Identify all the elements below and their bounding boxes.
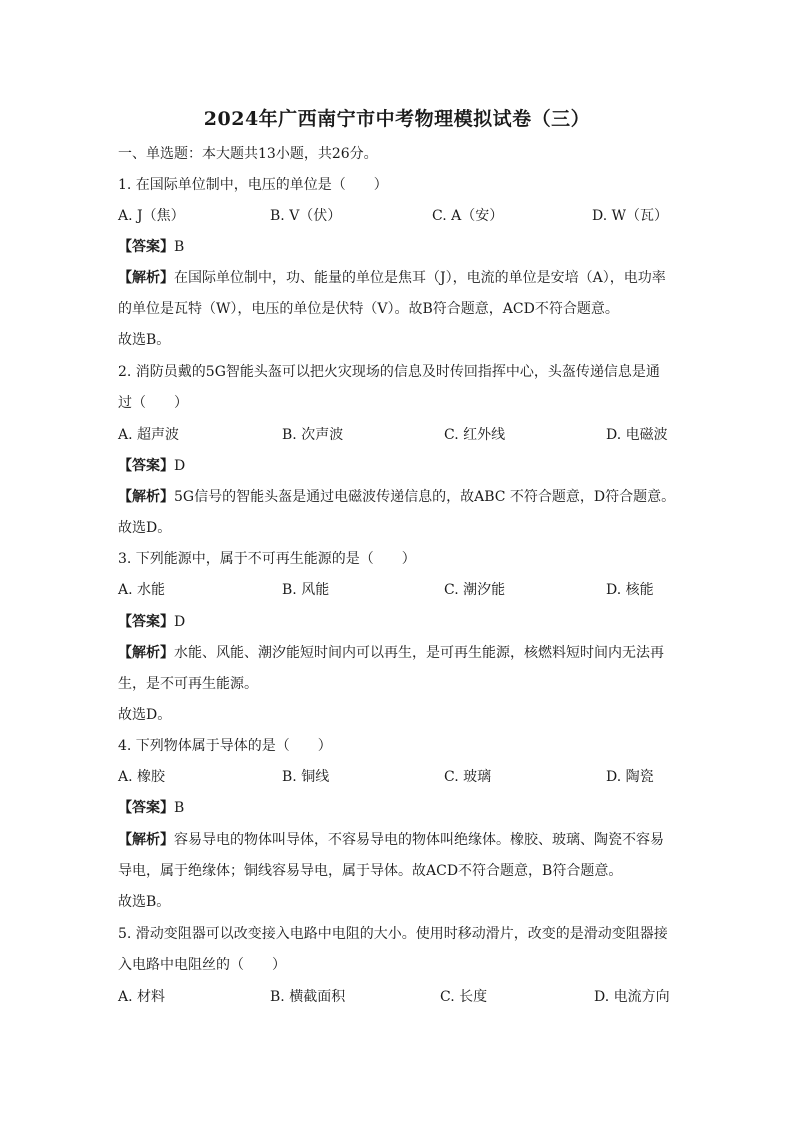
question-2-option-d: D. 电磁波: [606, 427, 668, 443]
question-4-option-c: C. 玻璃: [444, 769, 492, 785]
question-5-stem-line-2: 入电路中电阻丝的（ ）: [118, 957, 286, 973]
answer-value: B: [174, 800, 185, 816]
question-2-stem-line-1: 2. 消防员戴的5G智能头盔可以把火灾现场的信息及时传回指挥中心，头盔传递信息是通: [118, 364, 660, 380]
question-2-option-c: C. 红外线: [444, 427, 506, 443]
analysis-label: 【解析】: [118, 270, 174, 286]
analysis-label: 【解析】: [118, 832, 174, 848]
question-5-option-b: B. 横截面积: [270, 989, 346, 1005]
question-2-option-a: A. 超声波: [118, 427, 180, 443]
answer-value: D: [174, 614, 186, 630]
question-5-stem-line-1: 5. 滑动变阻器可以改变接入电路中电阻的大小。使用时移动滑片，改变的是滑动变阻器接: [118, 926, 668, 942]
question-4-option-b: B. 铜线: [282, 769, 330, 785]
question-4-option-a: A. 橡胶: [118, 769, 166, 785]
analysis-text: 水能、风能、潮汐能短时间内可以再生，是可再生能源，核燃料短时间内无法再: [174, 645, 664, 661]
question-5-option-d: D. 电流方向: [594, 989, 670, 1005]
question-3-analysis-line-1: [118, 643, 664, 663]
question-1-option-c: C. A（安）: [432, 208, 504, 224]
question-3-option-c: C. 潮汐能: [444, 582, 506, 598]
analysis-label: 【解析】: [118, 645, 174, 661]
page-title: 2024年广西南宁市中考物理模拟试卷（三）: [203, 108, 591, 130]
question-1-analysis-line-2: 的单位是瓦特（W），电压的单位是伏特（V）。故B符合题意，ACD不符合题意。: [118, 301, 619, 317]
question-1-stem: 1. 在国际单位制中，电压的单位是（ ）: [118, 177, 388, 193]
analysis-text: 容易导电的物体叫导体，不容易导电的物体叫绝缘体。橡胶、玻璃、陶瓷不容易: [174, 832, 664, 848]
question-4-analysis-line-1: [118, 830, 664, 850]
question-1-analysis-line-1: [118, 268, 666, 288]
question-5-option-a: A. 材料: [118, 989, 166, 1005]
answer-label: 【答案】: [118, 614, 174, 630]
question-4-answer: [118, 798, 184, 818]
question-3-answer: [118, 612, 185, 632]
question-1-answer: [118, 237, 184, 257]
question-1-conclusion: 故选B。: [118, 332, 171, 348]
question-1-option-a: A. J（焦）: [118, 208, 185, 224]
question-4-stem: 4. 下列物体属于导体的是（ ）: [118, 738, 332, 754]
question-4-analysis-line-2: 导电，属于绝缘体；铜线容易导电，属于导体。故ACD不符合题意，B符合题意。: [118, 863, 623, 879]
answer-label: 【答案】: [118, 800, 174, 816]
answer-label: 【答案】: [118, 239, 174, 255]
question-4-option-d: D. 陶瓷: [606, 769, 654, 785]
question-3-option-d: D. 核能: [606, 582, 654, 598]
question-5-option-c: C. 长度: [440, 989, 488, 1005]
question-3-conclusion: 故选D。: [118, 707, 172, 723]
question-1-option-b: B. V（伏）: [270, 208, 342, 224]
section-heading: 一、单选题：本大题共13小题，共26分。: [118, 146, 378, 162]
question-3-analysis-line-2: 生，是不可再生能源。: [118, 676, 258, 692]
analysis-text: 在国际单位制中，功、能量的单位是焦耳（J），电流的单位是安培（A），电功率: [174, 270, 666, 286]
question-2-answer: [118, 456, 185, 476]
answer-value: B: [174, 239, 185, 255]
question-4-conclusion: 故选B。: [118, 894, 171, 910]
question-3-stem: 3. 下列能源中，属于不可再生能源的是（ ）: [118, 551, 416, 567]
answer-label: 【答案】: [118, 458, 174, 474]
question-2-analysis-line-1: [118, 487, 675, 507]
question-2-conclusion: 故选D。: [118, 520, 172, 536]
question-2-stem-line-2: 过（ ）: [118, 395, 188, 411]
answer-value: D: [174, 458, 186, 474]
question-3-option-b: B. 风能: [282, 582, 330, 598]
question-2-option-b: B. 次声波: [282, 427, 344, 443]
question-1-option-d: D. W（瓦）: [592, 208, 669, 224]
analysis-text: 5G信号的智能头盔是通过电磁波传递信息的，故ABC 不符合题意，D符合题意。: [174, 489, 676, 505]
question-3-option-a: A. 水能: [118, 582, 166, 598]
analysis-label: 【解析】: [118, 489, 174, 505]
